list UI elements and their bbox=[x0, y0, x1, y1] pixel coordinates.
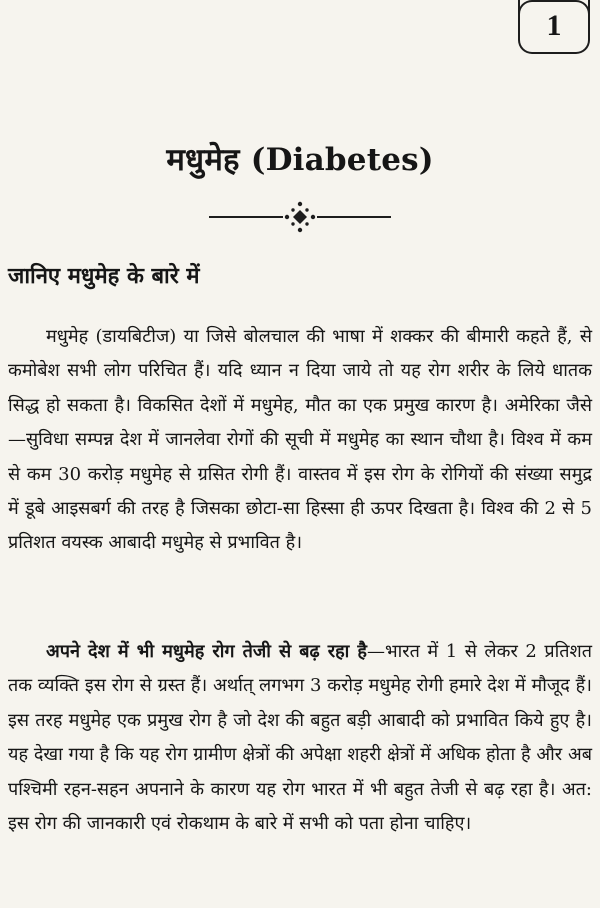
chapter-number: 1 bbox=[546, 9, 562, 42]
section-heading: जानिए मधुमेह के बारे में bbox=[8, 263, 200, 289]
paragraph-2-lead: अपने देश में भी मधुमेह रोग तेजी से बढ़ रहा है bbox=[46, 641, 367, 662]
page-title: मधुमेह (Diabetes) bbox=[166, 142, 434, 178]
paragraph-1 bbox=[8, 320, 592, 561]
chapter-number-badge bbox=[518, 0, 590, 54]
paragraph-2-text: —भारत में 1 से लेकर 2 प्रतिशत तक व्यक्ति इस रोग से ग्रस्त हैं। अर्थात् लगभग 3 करोड़ मधुमेह रोगी हमारे देश में मौजूद हैं। इस तरह मधुमेह एक प्रमुख रोग है जो देश की बहुत बड़ी आबादी को प्रभावित किये हुए है। यह देखा गया है कि यह रोग ग्रामीण क्षेत्रों की अपेक्षा शहरी क्षेत्रों में अधिक होता है और अब पश्चिमी रहन-सहन अपनाने के कारण यह रोग भारत में भी बहुत तेजी से बढ़ रहा है। अत: इस रोग की जानकारी एवं रोकथाम के बारे में सभी को पता होना चाहिए। bbox=[8, 641, 592, 835]
paragraph-1-text: मधुमेह (डायबिटीज) या जिसे बोलचाल की भाषा में शक्कर की बीमारी कहते हैं, से कमोबेश सभी लोग परिचित हैं। यदि ध्यान न दिया जाये तो यह रोग शरीर के लिये धातक सिद्ध हो सकता है। विकसित देशों में मधुमेह, मौत का एक प्रमुख कारण है। अमेरिका जैसे—सुविधा सम्पन्न देश में जानलेवा रोगों की सूची में मधुमेह का स्थान चौथा है। विश्व में कम से कम 30 करोड़ मधुमेह से ग्रसित रोगी हैं। वास्तव में इस रोग के रोगियों की संख्या समुद्र में डूबे आइसबर्ग की तरह है जिसका छोटा-सा हिस्सा ही ऊपर दिखता है। विश्व की 2 से 5 प्रतिशत वयस्क आबादी मधुमेह से प्रभावित है। bbox=[8, 326, 592, 554]
chapter-box-top-border bbox=[518, 0, 590, 14]
paragraph-2 bbox=[8, 635, 592, 841]
decorative-divider-icon bbox=[209, 200, 391, 234]
